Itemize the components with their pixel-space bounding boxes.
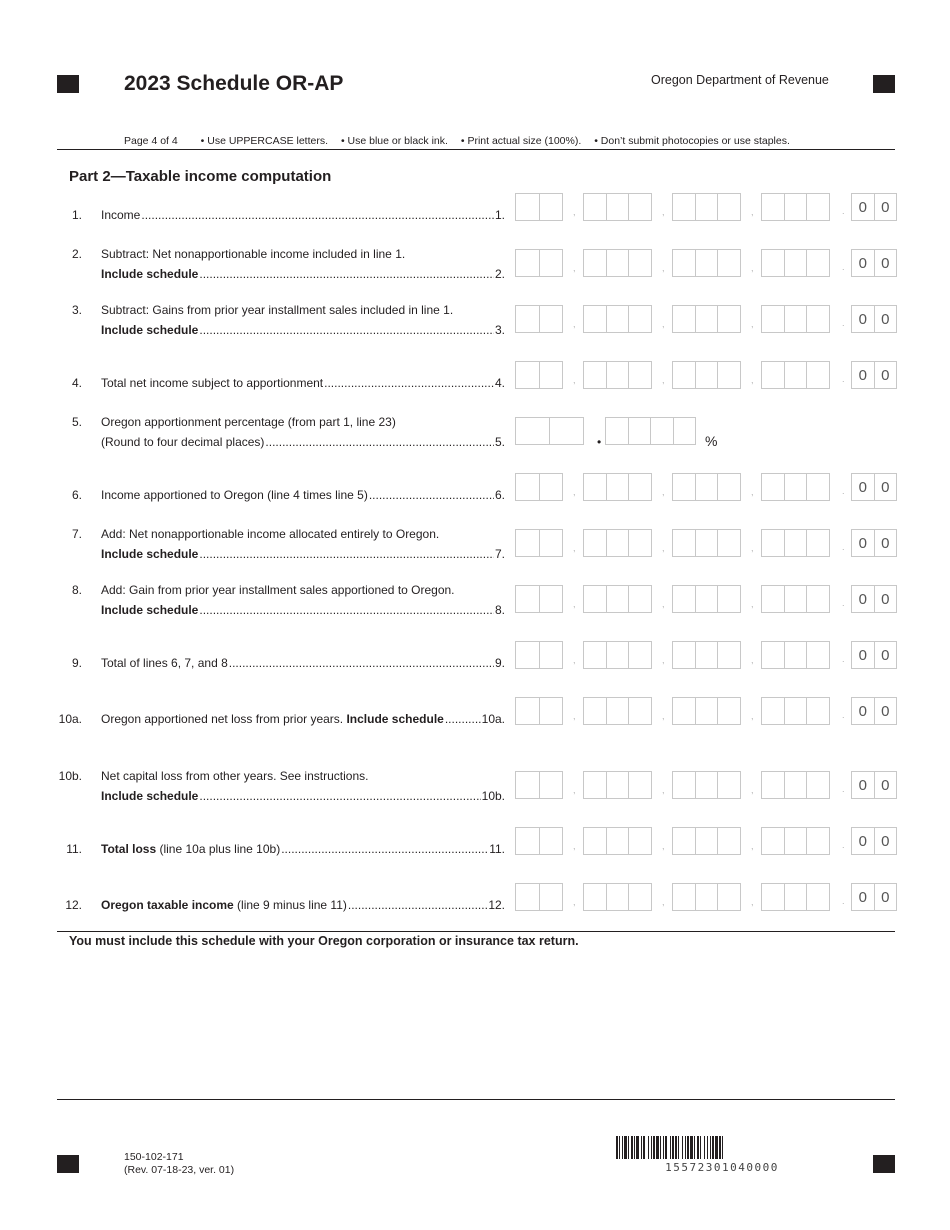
amount-digit-group[interactable] (515, 697, 563, 725)
comma-separator: , (751, 319, 754, 329)
comma-separator: , (573, 319, 576, 329)
registration-mark-bottom-left (57, 1155, 79, 1173)
line-number: 4. (71, 376, 82, 390)
amount-digit-group[interactable] (583, 305, 652, 333)
form-number: 150-102-171 (124, 1151, 184, 1163)
line-description (101, 712, 505, 726)
comma-separator: , (573, 841, 576, 851)
comma-separator: , (662, 655, 665, 665)
amount-digit-group[interactable] (515, 529, 563, 557)
footer-rule (57, 931, 895, 932)
bottom-rule (57, 1099, 895, 1100)
barcode (616, 1136, 828, 1159)
line-bold-text: Include schedule (101, 323, 199, 337)
cents-digit: 0 (881, 310, 890, 328)
barcode-bar (707, 1136, 708, 1159)
line-ref: 1. (494, 208, 505, 222)
line-text: Net capital loss from other years. See instructions. (101, 769, 369, 783)
comma-separator: , (662, 897, 665, 907)
decimal-separator: . (842, 318, 845, 328)
barcode-bar (670, 1136, 671, 1159)
barcode-bar (663, 1136, 664, 1159)
amount-digit-group[interactable] (515, 193, 563, 221)
cents-digit: 0 (881, 888, 890, 906)
instruction-item: • Don’t submit photocopies or use staples. (594, 135, 790, 147)
line-number: 12. (65, 898, 82, 912)
amount-digit-group[interactable] (515, 641, 563, 669)
amount-digit-group[interactable] (583, 585, 652, 613)
line-ref: 8. (494, 603, 505, 617)
cents-digit: 0 (881, 832, 890, 850)
amount-digit-group[interactable] (761, 827, 830, 855)
amount-digit-group[interactable] (761, 641, 830, 669)
line-text: Oregon apportioned net loss from prior years. (101, 712, 347, 726)
line-ref: 4. (494, 376, 505, 390)
barcode-bar (619, 1136, 620, 1159)
comma-separator: , (662, 375, 665, 385)
comma-separator: , (573, 711, 576, 721)
line-description (101, 376, 505, 390)
leader-dots (348, 898, 487, 912)
barcode-bar (704, 1136, 705, 1159)
amount-digit-group[interactable] (672, 827, 741, 855)
barcode-bar (678, 1136, 679, 1159)
barcode-number: 15572301040000 (665, 1161, 779, 1174)
cents-digit: 0 (881, 254, 890, 272)
line-text: Add: Net nonapportionable income allocated entirely to Oregon. (101, 527, 440, 541)
instruction-item: • Print actual size (100%). (460, 135, 582, 147)
barcode-bar (641, 1136, 642, 1159)
barcode-bar (636, 1136, 639, 1159)
barcode-bar (675, 1136, 677, 1159)
comma-separator: , (573, 599, 576, 609)
comma-separator: , (662, 319, 665, 329)
line-description (101, 583, 505, 617)
cents-digit: 0 (852, 194, 875, 220)
comma-separator: , (662, 207, 665, 217)
line-ref: 9. (494, 656, 505, 670)
amount-digit-group[interactable] (515, 883, 563, 911)
cents-digit: 0 (881, 478, 890, 496)
line-description (101, 842, 505, 856)
barcode-bar (712, 1136, 714, 1159)
line-text-2: (Round to four decimal places) (101, 435, 265, 449)
amount-digit-group[interactable] (761, 883, 830, 911)
leader-dots (199, 323, 494, 337)
decimal-separator: . (842, 206, 845, 216)
leader-dots (281, 842, 488, 856)
barcode-bar (622, 1136, 623, 1159)
amount-digit-group[interactable] (583, 361, 652, 389)
line-text: (line 9 minus line 11) (233, 898, 347, 912)
cents-field[interactable] (851, 305, 897, 333)
line-bold-text: Include schedule (101, 789, 199, 803)
line-number: 6. (71, 488, 82, 502)
comma-separator: , (662, 543, 665, 553)
line-text: (line 10a plus line 10b) (156, 842, 281, 856)
amount-digit-group[interactable] (672, 883, 741, 911)
line-bold-text: Include schedule (101, 267, 199, 281)
percent-decimal-field[interactable] (605, 417, 696, 445)
line-ref: 3. (494, 323, 505, 337)
line-bold-text: Include schedule (346, 712, 444, 726)
amount-digit-group[interactable] (761, 585, 830, 613)
instruction-item: • Use blue or black ink. (340, 135, 448, 147)
line-bold-text: Total loss (101, 842, 157, 856)
decimal-point: • (597, 435, 602, 449)
comma-separator: , (751, 711, 754, 721)
part2-heading: Part 2—Taxable income computation (69, 168, 332, 185)
cents-field[interactable] (851, 585, 897, 613)
leader-dots (199, 547, 494, 561)
amount-digit-group[interactable] (761, 771, 830, 799)
line-description (101, 208, 505, 222)
cents-digit: 0 (881, 776, 890, 794)
amount-digit-group[interactable] (515, 771, 563, 799)
page-indicator: Page 4 of 4 (124, 135, 178, 147)
barcode-bar (631, 1136, 633, 1159)
line-number: 2. (71, 247, 82, 261)
amount-digit-group[interactable] (583, 193, 652, 221)
amount-digit-group[interactable] (515, 473, 563, 501)
amount-digit-group[interactable] (672, 249, 741, 277)
comma-separator: , (573, 655, 576, 665)
line-description (101, 527, 505, 561)
amount-digit-group[interactable] (515, 585, 563, 613)
comma-separator: , (573, 487, 576, 497)
decimal-separator: . (842, 486, 845, 496)
amount-digit-group[interactable] (761, 249, 830, 277)
barcode-bar (643, 1136, 645, 1159)
line-ref: 11. (489, 842, 505, 856)
comma-separator: , (662, 841, 665, 851)
amount-digit-group[interactable] (583, 883, 652, 911)
leader-dots (445, 712, 481, 726)
line-number: 5. (71, 415, 82, 429)
leader-dots (199, 789, 480, 803)
line-number: 10b. (58, 769, 82, 783)
line-text: Income (101, 208, 141, 222)
decimal-separator: . (842, 598, 845, 608)
amount-digit-group[interactable] (761, 473, 830, 501)
barcode-bar (700, 1136, 701, 1159)
comma-separator: , (751, 543, 754, 553)
cents-field[interactable] (851, 771, 897, 799)
barcode-bar (697, 1136, 699, 1159)
barcode-bar (634, 1136, 635, 1159)
amount-digit-group[interactable] (672, 305, 741, 333)
leader-dots (265, 435, 494, 449)
comma-separator: , (662, 599, 665, 609)
cents-digit: 0 (852, 474, 875, 500)
line-text: Oregon apportionment percentage (from part 1, line 23) (101, 415, 396, 429)
line-description (101, 247, 505, 281)
cents-digit: 0 (852, 884, 875, 910)
instruction-item: • Use UPPERCASE letters. (200, 135, 329, 147)
barcode-bar (687, 1136, 689, 1159)
line-ref: 12. (488, 898, 505, 912)
cents-field[interactable] (851, 473, 897, 501)
comma-separator: , (573, 785, 576, 795)
line-ref: 2. (494, 267, 505, 281)
amount-digit-group[interactable] (583, 529, 652, 557)
amount-digit-group[interactable] (583, 249, 652, 277)
leader-dots (229, 656, 494, 670)
barcode-bar (624, 1136, 627, 1159)
barcode-bar (656, 1136, 659, 1159)
amount-digit-group[interactable] (583, 473, 652, 501)
amount-digit-group[interactable] (761, 305, 830, 333)
amount-digit-group[interactable] (672, 193, 741, 221)
line-number: 8. (71, 583, 82, 597)
amount-digit-group[interactable] (761, 697, 830, 725)
line-text: Subtract: Gains from prior year installment sales included in line 1. (101, 303, 454, 317)
barcode-bar (694, 1136, 695, 1159)
amount-digit-group[interactable] (515, 305, 563, 333)
barcode-bar (616, 1136, 618, 1159)
amount-digit-group[interactable] (672, 361, 741, 389)
registration-mark-bottom-right (873, 1155, 895, 1173)
amount-digit-group[interactable] (583, 641, 652, 669)
amount-digit-group[interactable] (583, 771, 652, 799)
leader-dots (324, 376, 494, 390)
comma-separator: , (573, 897, 576, 907)
decimal-separator: . (842, 374, 845, 384)
cents-digit: 0 (852, 250, 875, 276)
cents-digit: 0 (881, 646, 890, 664)
decimal-separator: . (842, 542, 845, 552)
decimal-separator: . (842, 654, 845, 664)
cents-digit: 0 (881, 534, 890, 552)
barcode-bar (660, 1136, 661, 1159)
line-text: Subtract: Net nonapportionable income included in line 1. (101, 247, 406, 261)
barcode-bar (690, 1136, 693, 1159)
percent-sign: % (705, 433, 718, 449)
barcode-bar (722, 1136, 723, 1159)
decimal-separator: . (842, 262, 845, 272)
cents-digit: 0 (881, 198, 890, 216)
cents-field[interactable] (851, 697, 897, 725)
cents-field[interactable] (851, 361, 897, 389)
line-ref: 7. (494, 547, 505, 561)
comma-separator: , (751, 487, 754, 497)
line-number: 7. (71, 527, 82, 541)
barcode-bar (653, 1136, 655, 1159)
decimal-separator: . (842, 840, 845, 850)
comma-separator: , (751, 207, 754, 217)
cents-digit: 0 (852, 772, 875, 798)
barcode-bar (665, 1136, 667, 1159)
cents-field[interactable] (851, 529, 897, 557)
leader-dots (141, 208, 494, 222)
line-description (101, 898, 505, 912)
line-number: 10a. (58, 712, 82, 726)
footer-note: You must include this schedule with your Oregon corporation or insurance tax return. (69, 934, 579, 948)
cents-field[interactable] (851, 883, 897, 911)
line-number: 1. (71, 208, 82, 222)
amount-digit-group[interactable] (515, 361, 563, 389)
line-description (101, 303, 505, 337)
cents-digit: 0 (881, 590, 890, 608)
form-number-block (124, 1151, 234, 1177)
comma-separator: , (662, 487, 665, 497)
cents-field[interactable] (851, 193, 897, 221)
line-ref: 10a. (481, 712, 505, 726)
amount-digit-group[interactable] (583, 827, 652, 855)
comma-separator: , (573, 263, 576, 273)
comma-separator: , (751, 655, 754, 665)
comma-separator: , (751, 897, 754, 907)
line-text: Income apportioned to Oregon (line 4 times line 5) (101, 488, 368, 502)
barcode-bar (715, 1136, 718, 1159)
line-bold-text: Include schedule (101, 603, 199, 617)
decimal-separator: . (842, 784, 845, 794)
cents-digit: 0 (852, 586, 875, 612)
cents-field[interactable] (851, 827, 897, 855)
comma-separator: , (573, 543, 576, 553)
comma-separator: , (751, 785, 754, 795)
cents-digit: 0 (852, 306, 875, 332)
barcode-bar (710, 1136, 711, 1159)
registration-mark-top-right (873, 75, 895, 93)
leader-dots (199, 603, 494, 617)
line-bold-text: Include schedule (101, 547, 199, 561)
line-ref: 10b. (481, 789, 505, 803)
barcode-bar (628, 1136, 629, 1159)
cents-field[interactable] (851, 249, 897, 277)
instructions-bar (124, 135, 800, 147)
department-name: Oregon Department of Revenue (651, 73, 829, 87)
amount-digit-group[interactable] (583, 697, 652, 725)
amount-digit-group[interactable] (672, 697, 741, 725)
decimal-separator: . (842, 896, 845, 906)
line-text: Total of lines 6, 7, and 8 (101, 656, 228, 670)
amount-digit-group[interactable] (515, 249, 563, 277)
comma-separator: , (751, 841, 754, 851)
comma-separator: , (751, 375, 754, 385)
amount-digit-group[interactable] (672, 529, 741, 557)
amount-digit-group[interactable] (672, 473, 741, 501)
line-number: 11. (66, 842, 82, 856)
line-text: Add: Gain from prior year installment sales apportioned to Oregon. (101, 583, 455, 597)
comma-separator: , (751, 263, 754, 273)
barcode-bar (651, 1136, 652, 1159)
barcode-bar (672, 1136, 674, 1159)
barcode-bar (719, 1136, 721, 1159)
line-bold-text: Oregon taxable income (101, 898, 234, 912)
amount-digit-group[interactable] (672, 771, 741, 799)
barcode-bar (682, 1136, 683, 1159)
decimal-separator: . (842, 710, 845, 720)
amount-digit-group[interactable] (761, 193, 830, 221)
line-description (101, 488, 505, 502)
cents-field[interactable] (851, 641, 897, 669)
amount-digit-group[interactable] (761, 361, 830, 389)
cents-digit: 0 (881, 702, 890, 720)
line-ref: 5. (494, 435, 505, 449)
comma-separator: , (751, 599, 754, 609)
leader-dots (199, 267, 494, 281)
line-number: 9. (71, 656, 82, 670)
amount-digit-group[interactable] (761, 529, 830, 557)
comma-separator: , (573, 375, 576, 385)
amount-digit-group[interactable] (672, 641, 741, 669)
line-ref: 6. (494, 488, 505, 502)
leader-dots (369, 488, 494, 502)
line-description (101, 769, 505, 803)
line-description (101, 415, 505, 449)
line-number: 3. (71, 303, 82, 317)
cents-digit: 0 (852, 698, 875, 724)
cents-digit: 0 (852, 642, 875, 668)
comma-separator: , (573, 207, 576, 217)
cents-digit: 0 (852, 362, 875, 388)
barcode-bar (648, 1136, 649, 1159)
comma-separator: , (662, 785, 665, 795)
comma-separator: , (662, 711, 665, 721)
amount-digit-group[interactable] (672, 585, 741, 613)
line-text: Total net income subject to apportionment (101, 376, 324, 390)
form-revision: (Rev. 07-18-23, ver. 01) (124, 1164, 235, 1176)
cents-digit: 0 (852, 828, 875, 854)
header-rule (57, 149, 895, 150)
line-description (101, 656, 505, 670)
registration-mark-top-left (57, 75, 79, 93)
cents-digit: 0 (881, 366, 890, 384)
amount-digit-group[interactable] (515, 827, 563, 855)
barcode-bar (685, 1136, 686, 1159)
form-title: 2023 Schedule OR-AP (124, 72, 344, 95)
percent-whole-field[interactable] (515, 417, 584, 445)
comma-separator: , (662, 263, 665, 273)
cents-digit: 0 (852, 530, 875, 556)
